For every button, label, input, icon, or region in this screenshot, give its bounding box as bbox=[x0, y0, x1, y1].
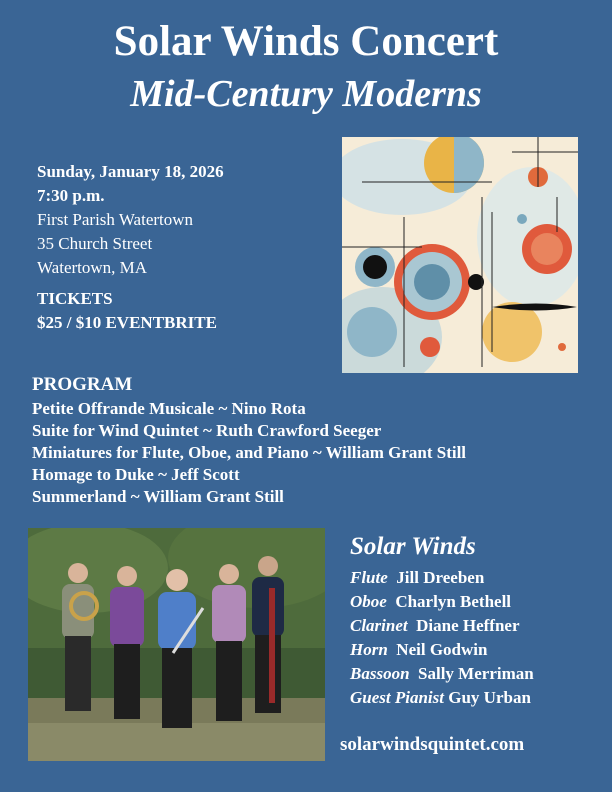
instrument-label: Flute bbox=[350, 568, 388, 587]
tickets-label: TICKETS bbox=[37, 289, 113, 308]
event-city: Watertown, MA bbox=[37, 258, 148, 277]
roster-row bbox=[350, 638, 534, 662]
roster-row bbox=[350, 590, 534, 614]
event-venue: First Parish Watertown bbox=[37, 210, 194, 229]
ensemble-roster bbox=[350, 532, 534, 710]
roster-row bbox=[350, 614, 534, 638]
player-name: Neil Godwin bbox=[396, 640, 488, 659]
concert-title: Solar Winds Concert bbox=[113, 18, 499, 65]
program-heading: PROGRAM bbox=[32, 374, 133, 395]
player-name: Guy Urban bbox=[448, 688, 531, 707]
program-section bbox=[32, 372, 466, 508]
event-date: Sunday, January 18, 2026 bbox=[37, 162, 224, 181]
ensemble-name: Solar Winds bbox=[350, 533, 476, 560]
instrument-label: Oboe bbox=[350, 592, 387, 611]
player-name: Sally Merriman bbox=[418, 664, 534, 683]
instrument-label: Clarinet bbox=[350, 616, 408, 635]
instrument-label: Guest Pianist bbox=[350, 688, 444, 707]
event-details bbox=[37, 160, 224, 335]
program-item: Miniatures for Flute, Oboe, and Piano ~ William Grant Still bbox=[32, 443, 467, 462]
roster-row bbox=[350, 686, 534, 710]
event-time: 7:30 p.m. bbox=[37, 186, 105, 205]
roster-row bbox=[350, 566, 534, 590]
concert-subtitle: Mid-Century Moderns bbox=[130, 73, 482, 115]
instrument-label: Bassoon bbox=[350, 664, 410, 683]
ensemble-photo bbox=[28, 528, 325, 761]
event-street: 35 Church Street bbox=[37, 234, 153, 253]
instrument-label: Horn bbox=[350, 640, 388, 659]
website-link[interactable]: solarwindsquintet.com bbox=[340, 734, 525, 755]
roster-row bbox=[350, 662, 534, 686]
program-item: Homage to Duke ~ Jeff Scott bbox=[32, 465, 240, 484]
player-name: Diane Heffner bbox=[416, 616, 520, 635]
player-name: Jill Dreeben bbox=[396, 568, 485, 587]
program-item: Petite Offrande Musicale ~ Nino Rota bbox=[32, 399, 306, 418]
program-item: Suite for Wind Quintet ~ Ruth Crawford Seeger bbox=[32, 421, 382, 440]
player-name: Charlyn Bethell bbox=[395, 592, 512, 611]
tickets-price: $25 / $10 EVENTBRITE bbox=[37, 313, 217, 332]
mid-century-artwork bbox=[342, 137, 578, 373]
program-item: Summerland ~ William Grant Still bbox=[32, 487, 284, 506]
